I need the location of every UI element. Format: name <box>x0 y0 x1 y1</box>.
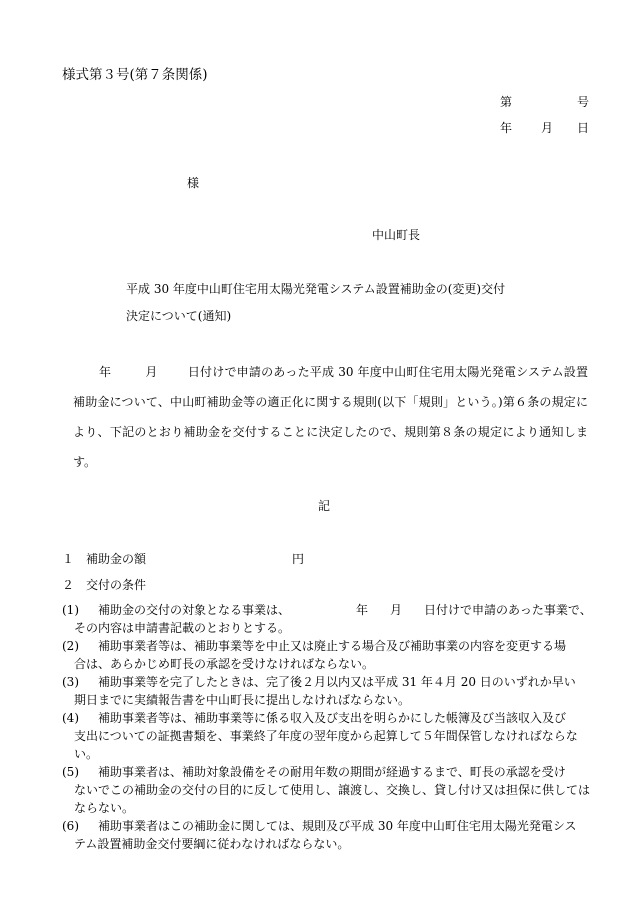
condition-text: 補助事業者は、補助対象設備をその耐用年数の期間が経過するまで、町長の承認を受け <box>98 765 566 779</box>
condition-item <box>62 673 592 709</box>
condition-text: 補助事業等を完了したときは、完了後２月以内又は平成 31 年４月 20 日のいずれか早い <box>98 675 576 689</box>
condition-text-cont: 日付けで申請のあった事業で、 <box>424 603 592 617</box>
condition-text: 補助金の交付の対象となる事業は、 <box>98 603 291 617</box>
sender-name: 中山町長 <box>372 228 421 242</box>
condition-continuation: ないでこの補助金の交付の目的に反して使用し、譲渡し、交換し、貸し付け又は担保に供してはならない。 <box>74 783 591 815</box>
condition-continuation: テム設置補助金交付要綱に従わなければならない。 <box>74 837 350 851</box>
condition-text: 補助事業者はこの補助金に関しては、規則及び平成 30 年度中山町住宅用太陽光発電シス <box>98 819 577 833</box>
condition-item <box>62 817 592 853</box>
body-text: 日付けで申請のあった平成 30 年度中山町住宅用太陽光発電システム設置補助金について、中山町補助金等の適正化に関する規則(以下「規則」という。)第６条の規定により、下記のとおり補助金を交付することに決定したので、規則第８条の規定により通知します。 <box>73 365 588 469</box>
body-month: 月 <box>145 365 158 379</box>
condition-continuation: 支出についての証拠書類を、事業終了年度の翌年度から起算して５年間保管しなければならない。 <box>74 729 578 761</box>
date-year: 年 <box>500 121 513 135</box>
condition-year: 年 <box>356 603 369 617</box>
condition-number: (2) <box>62 639 79 653</box>
condition-number: (5) <box>62 765 79 779</box>
form-title: 様式第３号(第７条関係) <box>62 67 208 83</box>
condition-number: (1) <box>62 603 79 617</box>
condition-item <box>62 763 592 817</box>
condition-text: 補助事業者等は、補助事業等に係る収入及び支出を明らかにした帳簿及び当該収入及び <box>98 711 567 725</box>
condition-month: 月 <box>390 603 403 617</box>
condition-number: (3) <box>62 675 79 689</box>
amount-label: １ 補助金の額 <box>62 552 147 566</box>
condition-item <box>62 709 592 763</box>
amount-unit: 円 <box>292 552 305 566</box>
ki-heading: 記 <box>318 499 331 513</box>
addressee-honorific: 様 <box>187 176 200 190</box>
conditions-label: ２ 交付の条件 <box>62 578 147 592</box>
body-paragraph <box>73 357 588 477</box>
body-year: 年 <box>99 365 112 379</box>
condition-text: 補助事業者等は、補助事業等を中止又は廃止する場合及び補助事業の内容を変更する場 <box>98 639 567 653</box>
condition-number: (4) <box>62 711 79 725</box>
condition-number: (6) <box>62 819 79 833</box>
document-number-prefix: 第 <box>500 95 513 109</box>
condition-continuation: 期日までに実績報告書を中山町長に提出しなければならない。 <box>74 693 411 707</box>
condition-continuation: その内容は申請書記載のとおりとする。 <box>74 621 291 635</box>
subject-line-1: 平成 30 年度中山町住宅用太陽光発電システム設置補助金の(変更)交付 <box>126 282 506 296</box>
subject-line-2: 決定について(通知) <box>126 309 232 323</box>
date-day: 日 <box>577 121 590 135</box>
condition-item <box>62 601 592 637</box>
date-month: 月 <box>541 121 554 135</box>
document-number-suffix: 号 <box>577 95 590 109</box>
condition-item <box>62 637 592 673</box>
condition-continuation: 合は、あらかじめ町長の承認を受けなければならない。 <box>74 657 375 671</box>
